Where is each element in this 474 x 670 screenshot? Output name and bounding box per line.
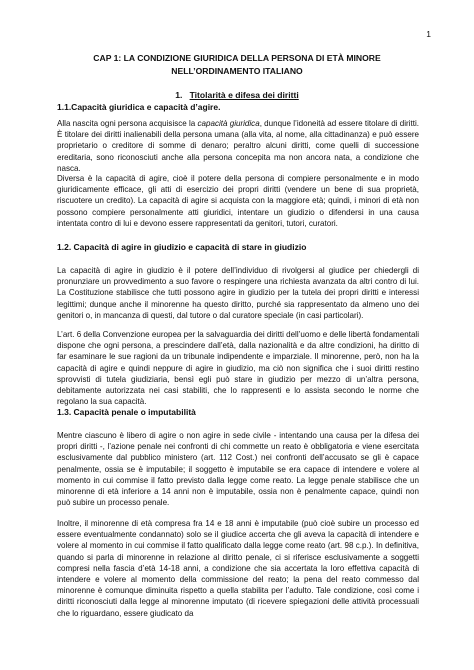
paragraph-1-3-b: Inoltre, il minorenne di età compresa fra 14 e 18 anni è imputabile (può cioè subire un processo ed essere eventualmente condannato) solo se il giudice accerta che gli aveva la capacità di intendere e volere al momento in cui commise il fatto qualificato dalla legge come reato (art. 98 c.p.). In definitiva, quando si parla di minorenne in relazione al diritto penale, ci si riferisce esclusivamente a soggetti compresi nella fascia d’età 14-18 anni, a condizione che sia accertata la loro effettiva capacità di intendere e volere al momento della commissione del reato; la pena del reato commesso dal minorenne è comunque diminuita rispetto a quella stabilita per l’adulto. Tale condizione, così come i diritti riconosciuti dalla legge al minorenne imputato (di ricevere spiegazioni delle attività processuali che lo riguardano, essere giudicato da: [57, 519, 419, 618]
paragraph-1-1-b: Diversa è la capacità di agire, cioè il potere della persona di compiere personalmente e in modo giuridicamente efficace, gli atti di esercizio dei propri diritti (vendere un bene di sua proprietà, riscuotere un credito). La capacità di agire si acquista con la maggiore età; quindi, i minori di età non possono compiere personalmente atti giuridici, intentare un giudizio o difendersi in una causa intentata contro di lui e devono essere rappresentati da genitori, tutori, curatori.: [57, 174, 419, 228]
paragraph-1-1-a: [57, 118, 419, 174]
paragraph-1-1-a-part1: Alla nascita ogni persona acquisisce la: [57, 119, 198, 128]
chapter-title: CAP 1: LA CONDIZIONE GIURIDICA DELLA PERSONA DI ETÀ MINORE NELL’ORDINAMENTO ITALIANO: [93, 53, 381, 76]
paragraph-1-1-a-italic: capacità giuridica: [197, 119, 260, 128]
subsection-title-1-1: 1.1.Capacità giuridica e capacità d’agire.: [57, 102, 221, 112]
paragraph-1-2-b: L’art. 6 della Convenzione europea per la salvaguardia dei diritti dell’uomo e delle libertà fondamentali dispone che ogni persona, a prescindere dall’età, dalla nazionalità e da altre condizioni, ha diritto di far esaminare le sue ragioni da un tribunale indipendente e imparziale. Il minorenne, però, non ha la capacità di agire e quindi neppure di agire in giudizio, ma ciò non significa che i suoi diritti restino sprovvisti di tutela giudiziaria, bensì egli può stare in giudizio per mezzo di un’altra persona, debitamente autorizzata nei casi stabiliti, che lo rappresenti e lo assista secondo le norme che regolano la sua capacità.: [57, 330, 419, 407]
section-number: 1.: [175, 90, 183, 100]
section-title-text: Titolarità e difesa dei diritti: [189, 90, 299, 100]
paragraph-1-3-a: Mentre ciascuno è libero di agire o non agire in sede civile - intentando una causa per la difesa dei propri diritti -, l’azione penale nei confronti di chi commette un reato è obbligatoria e viene esercitata esclusivamente dal pubblico ministero (art. 112 Cost.) nei confronti dell’accusato se gli è capace penalmente, ossia se è imputabile; il soggetto è imputabile se era capace di intendere e volere al momento in cui commise il fatto previsto dalla legge come reato. La legge penale stabilisce che un minorenne di età inferiore a 14 anni non è imputabile, ossia non è penalmente capace, quindi non può subire un processo penale.: [57, 431, 419, 508]
paragraph-1-2-a: La capacità di agire in giudizio è il potere dell’individuo di rivolgersi al giudice per chiedergli di pronunziare un provvedimento a suo favore o respingere una richiesta avanzata da altri contro di lui. La Costituzione stabilisce che tutti possono agire in giudizio per la tutela dei propri diritti e interessi legittimi; dunque anche il minorenne ha questo diritto, purché sia rappresentato da almeno uno dei genitori o, in mancanza di questi, dal tutore o dal curatore speciale (in casi particolari).: [57, 266, 419, 320]
page-number: 1: [426, 29, 431, 39]
subsection-title-1-3: 1.3. Capacità penale o imputabilità: [57, 407, 196, 417]
subsection-title-1-2: 1.2. Capacità di agire in giudizio e capacità di stare in giudizio: [57, 242, 307, 252]
paragraph-1-1-a-part2: , dunque l’idoneità ad essere titolare di diritti. È titolare dei diritti inalienabili della persona umana (alla vita, al nome, alla cittadinanza) e può essere proprietario o creditore di somme di denaro; peraltro alcuni diritti, come quelli di successione ereditaria, sono riconosciuti anche alla persona concepita ma non ancora nata, a condizione che nasca.: [57, 119, 419, 173]
section-title: [0, 90, 474, 100]
